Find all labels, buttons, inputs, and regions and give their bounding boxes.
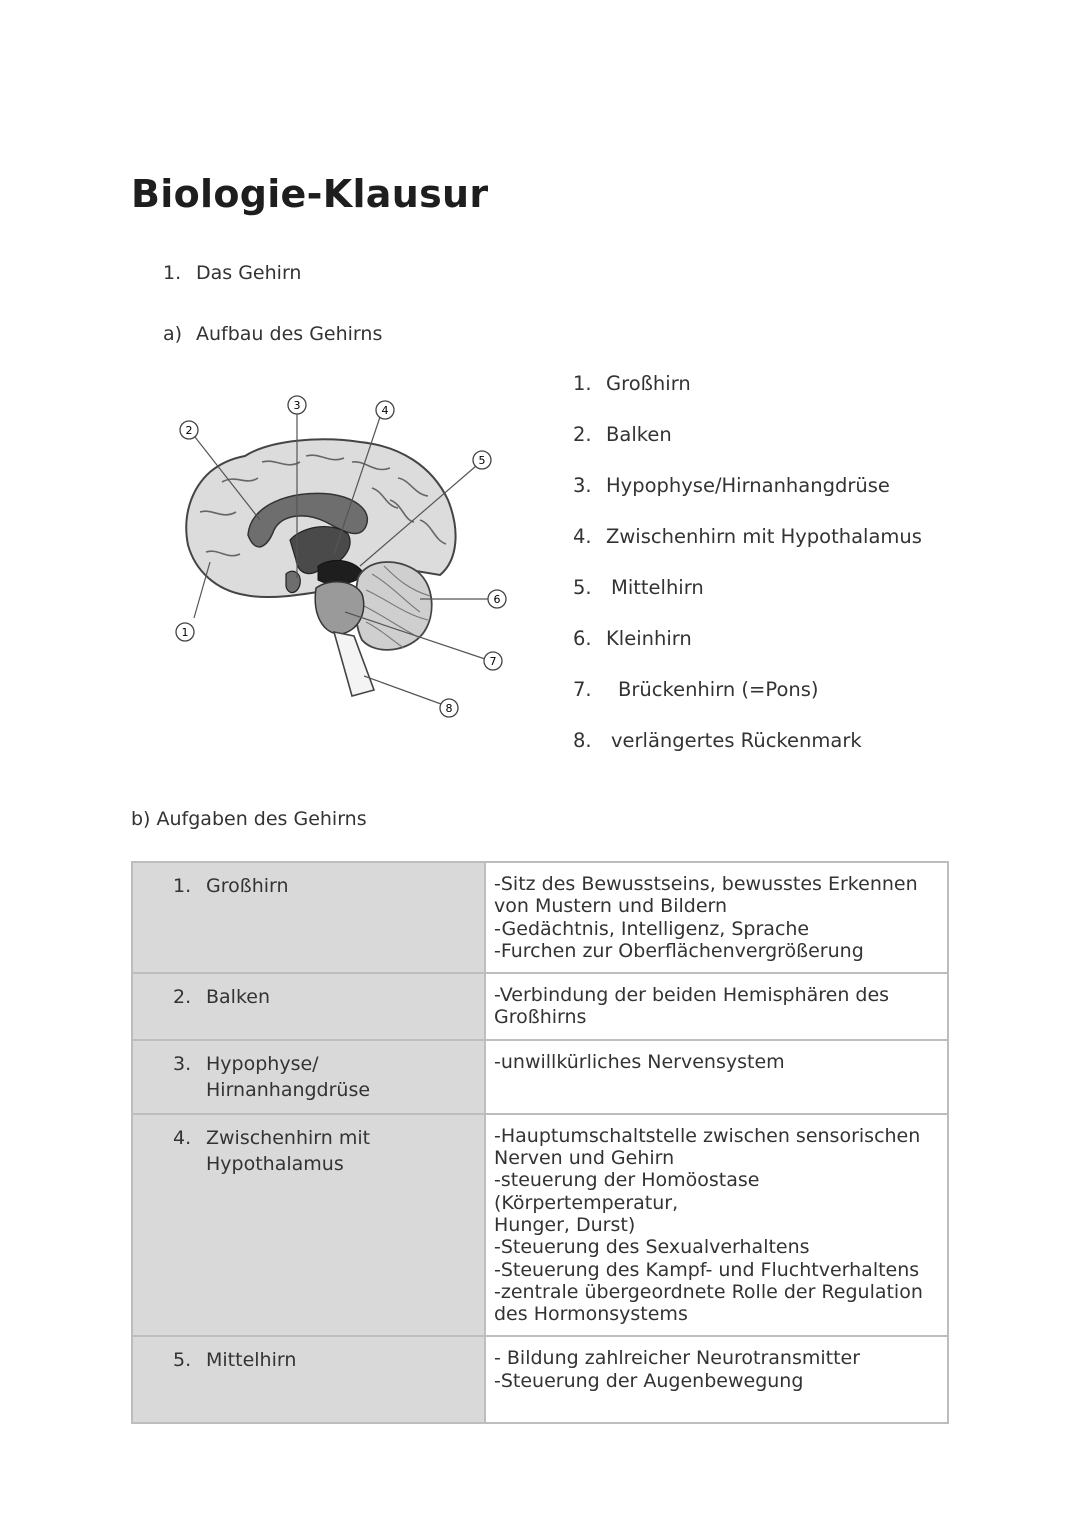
svg-text:1: 1 (181, 626, 189, 639)
function-line: Nerven und Gehirn (494, 1147, 675, 1170)
function-line: - Bildung zahlreicher Neurotransmitter (494, 1347, 861, 1370)
organ-number: 3. (173, 1052, 192, 1075)
diagram-marker-1 (176, 623, 194, 641)
svg-text:4: 4 (381, 404, 389, 417)
organ-cell (132, 1114, 485, 1337)
function-cell (485, 1336, 948, 1423)
legend-number: 1. (573, 372, 592, 395)
table-row (132, 1040, 948, 1114)
legend-label: Hypophyse/Hirnanhangdrüse (606, 474, 890, 497)
table-row (132, 862, 948, 973)
function-cell (485, 1040, 948, 1114)
legend-label: verlängertes Rückenmark (611, 729, 862, 752)
organ-cell (132, 862, 485, 973)
function-cell (485, 862, 948, 973)
function-line: von Mustern und Bildern (494, 895, 728, 918)
diagram-marker-8 (440, 699, 458, 717)
legend-item (573, 423, 922, 474)
legend-item (573, 372, 922, 423)
diagram-marker-7 (484, 652, 502, 670)
table-row (132, 973, 948, 1040)
legend-item (573, 627, 922, 678)
subsection-heading-a (163, 323, 382, 345)
function-line: -Verbindung der beiden Hemisphären des (494, 984, 890, 1007)
section-heading-1 (163, 262, 301, 284)
page-title: Biologie-Klausur (131, 172, 489, 216)
legend-label: Kleinhirn (606, 627, 692, 650)
function-cell (485, 973, 948, 1040)
function-line: Hunger, Durst) (494, 1213, 636, 1236)
organ-name: Hypophyse/ Hirnanhangdrüse (206, 1052, 371, 1101)
function-line: -Sitz des Bewusstseins, bewusstes Erkennen (494, 873, 918, 895)
section-number: 1. (163, 262, 182, 284)
table-row (132, 1336, 948, 1423)
diagram-marker-2 (180, 421, 198, 439)
legend-item (573, 576, 922, 627)
diagram-marker-6 (488, 590, 506, 608)
function-line: -steuerung der Homöostase (Körpertemperatur, (494, 1169, 760, 1214)
svg-text:6: 6 (493, 593, 501, 606)
organ-number: 1. (173, 875, 192, 897)
organ-name: Mittelhirn (206, 1349, 297, 1372)
brain-functions-table (131, 861, 949, 1424)
legend-item (573, 729, 922, 780)
legend-label: Zwischenhirn mit Hypothalamus (606, 525, 922, 548)
organ-cell (132, 1336, 485, 1423)
organ-number: 4. (173, 1126, 192, 1149)
legend-number: 6. (573, 627, 592, 650)
brain-parts-legend (573, 372, 922, 780)
legend-number: 5. (573, 576, 592, 599)
svg-text:3: 3 (293, 399, 301, 412)
function-line: -zentrale übergeordnete Rolle der Regulation (494, 1280, 923, 1303)
organ-number: 5. (173, 1349, 192, 1372)
organ-name: Großhirn (206, 875, 289, 897)
function-line: Großhirns (494, 1006, 587, 1029)
legend-number: 3. (573, 474, 592, 497)
organ-name: Zwischenhirn mit Hypothalamus (206, 1126, 371, 1175)
legend-label: Großhirn (606, 372, 691, 395)
svg-text:8: 8 (445, 702, 453, 715)
function-line: -Steuerung des Sexualverhaltens (494, 1236, 810, 1259)
subsection-heading-b: b) Aufgaben des Gehirns (131, 808, 367, 830)
organ-cell (132, 973, 485, 1040)
legend-label: Mittelhirn (611, 576, 704, 599)
function-line: des Hormonsystems (494, 1303, 688, 1326)
legend-item (573, 525, 922, 576)
legend-number: 8. (573, 729, 592, 752)
diagram-marker-5 (473, 451, 491, 469)
subsection-label: Aufbau des Gehirns (196, 323, 383, 345)
function-line: -Furchen zur Oberflächenvergrößerung (494, 939, 864, 962)
diagram-marker-3 (288, 396, 306, 414)
function-line: -Steuerung des Kampf- und Fluchtverhaltens (494, 1258, 920, 1281)
legend-item (573, 678, 922, 729)
diagram-marker-4 (376, 401, 394, 419)
legend-label: Balken (606, 423, 672, 446)
section-label: Das Gehirn (196, 262, 302, 284)
legend-number: 7. (573, 678, 592, 701)
legend-number: 4. (573, 525, 592, 548)
function-line: -Gedächtnis, Intelligenz, Sprache (494, 917, 810, 940)
function-cell (485, 1114, 948, 1337)
svg-text:5: 5 (478, 454, 486, 467)
organ-name: Balken (206, 986, 271, 1009)
legend-label: Brückenhirn (=Pons) (618, 678, 819, 701)
function-line: -Hauptumschaltstelle zwischen sensorischen (494, 1124, 921, 1147)
function-line: -Steuerung der Augenbewegung (494, 1369, 804, 1392)
subsection-letter: a) (163, 323, 183, 345)
organ-cell (132, 1040, 485, 1114)
brain-diagram (150, 385, 530, 725)
organ-number: 2. (173, 986, 192, 1009)
legend-item (573, 474, 922, 525)
svg-text:2: 2 (185, 424, 193, 437)
legend-number: 2. (573, 423, 592, 446)
function-line: -unwillkürliches Nervensystem (494, 1050, 785, 1073)
svg-text:7: 7 (489, 655, 497, 668)
table-row (132, 1114, 948, 1337)
